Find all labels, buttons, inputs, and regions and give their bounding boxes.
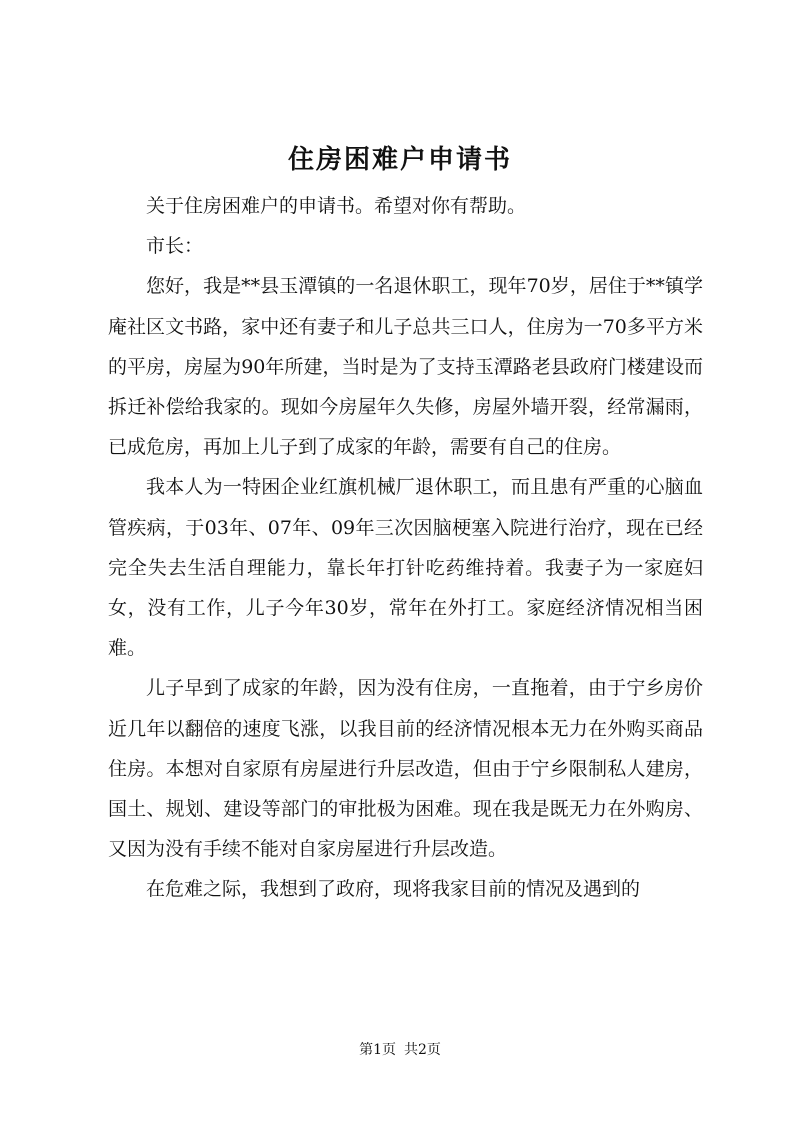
salutation: 市长：: [146, 235, 204, 258]
body-paragraph-4: 在危难之际，我想到了政府，现将我家目前的情况及遇到的: [146, 878, 641, 901]
document-body: [108, 186, 703, 910]
intro-paragraph: 关于住房困难户的申请书。希望对你有帮助。: [146, 195, 527, 217]
page-footer: [0, 1040, 800, 1060]
document-title: 住房困难户申请书: [287, 145, 512, 175]
page-total: 共2页: [404, 1042, 441, 1058]
body-paragraph-3: 儿子早到了成家的年龄，因为没有住房，一直拖着，由于宁乡房价近几年以翻倍的速度飞涨，以我目前的经济情况根本无力在外购买商品住房。本想对自家原有房屋进行升层改造，但由于宁乡限制私人建房，国土、规划、建设等部门的审批极为困难。现在我是既无力在外购房、又因为没有手续不能对自家房屋进行升层改造。: [108, 677, 703, 861]
page-number: 第1页: [359, 1042, 396, 1058]
body-paragraph-1: 您好，我是**县玉潭镇的一名退休职工，现年70岁，居住于**镇学庵社区文书路，家中还有妻子和儿子总共三口人，住房为一70多平方米的平房，房屋为90年所建，当时是为了支持玉潭路老县政府门楼建设而拆迁补偿给我家的。现如今房屋年久失修，房屋外墙开裂，经常漏雨，已成危房，再加上儿子到了成家的年龄，需要有自己的住房。: [108, 275, 703, 459]
body-paragraph-2: 我本人为一特困企业红旗机械厂退休职工，而且患有严重的心脑血管疾病，于03年、07年、09年三次因脑梗塞入院进行治疗，现在已经完全失去生活自理能力，靠长年打针吃药维持着。我妻子为一家庭妇女，没有工作，儿子今年30岁，常年在外打工。家庭经济情况相当困难。: [108, 476, 703, 660]
